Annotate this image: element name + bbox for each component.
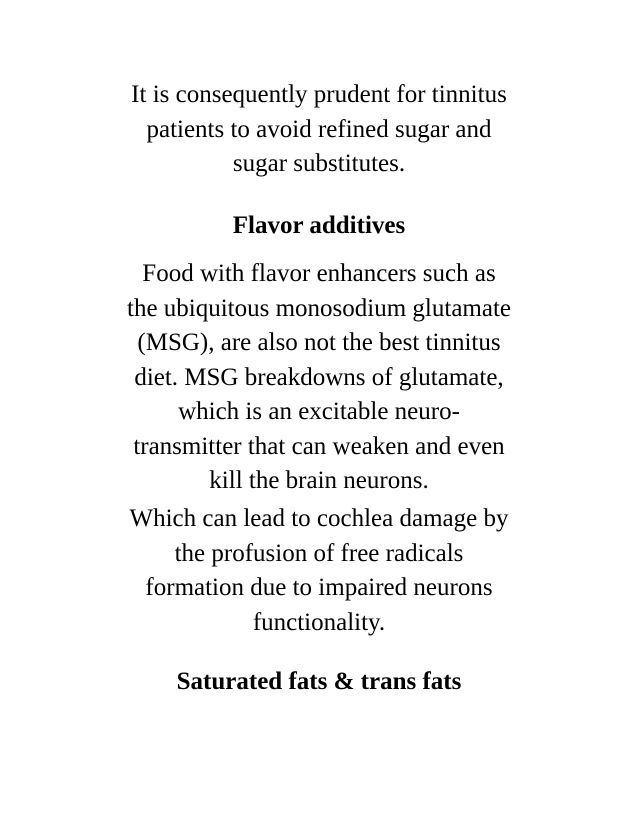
text-line: patients to avoid refined sugar and (146, 115, 492, 143)
text-line: Which can lead to cochlea damage by (129, 505, 509, 532)
text-line: formation due to impaired neurons (145, 574, 493, 601)
text-line: the profusion of free radicals (174, 539, 464, 567)
paragraph-msg (80, 257, 558, 499)
text-line: Food with flavor enhancers such as (142, 260, 496, 287)
text-line: kill the brain neurons. (209, 467, 429, 494)
text-line: which is an excitable neuro- (178, 398, 460, 425)
text-line: diet. MSG breakdowns of glutamate, (134, 363, 504, 391)
text-line: It is consequently prudent for tinnitus (131, 81, 507, 108)
text-line: the ubiquitous monosodium glutamate (127, 294, 511, 322)
text-line: (MSG), are also not the best tinnitus (137, 329, 501, 356)
heading-saturated-fats: Saturated fats & trans fats (176, 668, 462, 695)
text-line: transmitter that can weaken and even (133, 432, 505, 460)
paragraph-cochlea (80, 502, 558, 640)
paragraph-sugar (80, 78, 558, 182)
text-line: functionality. (252, 608, 386, 636)
heading-flavor-additives: Flavor additives (232, 212, 406, 239)
text-line: sugar substitutes. (232, 150, 406, 177)
